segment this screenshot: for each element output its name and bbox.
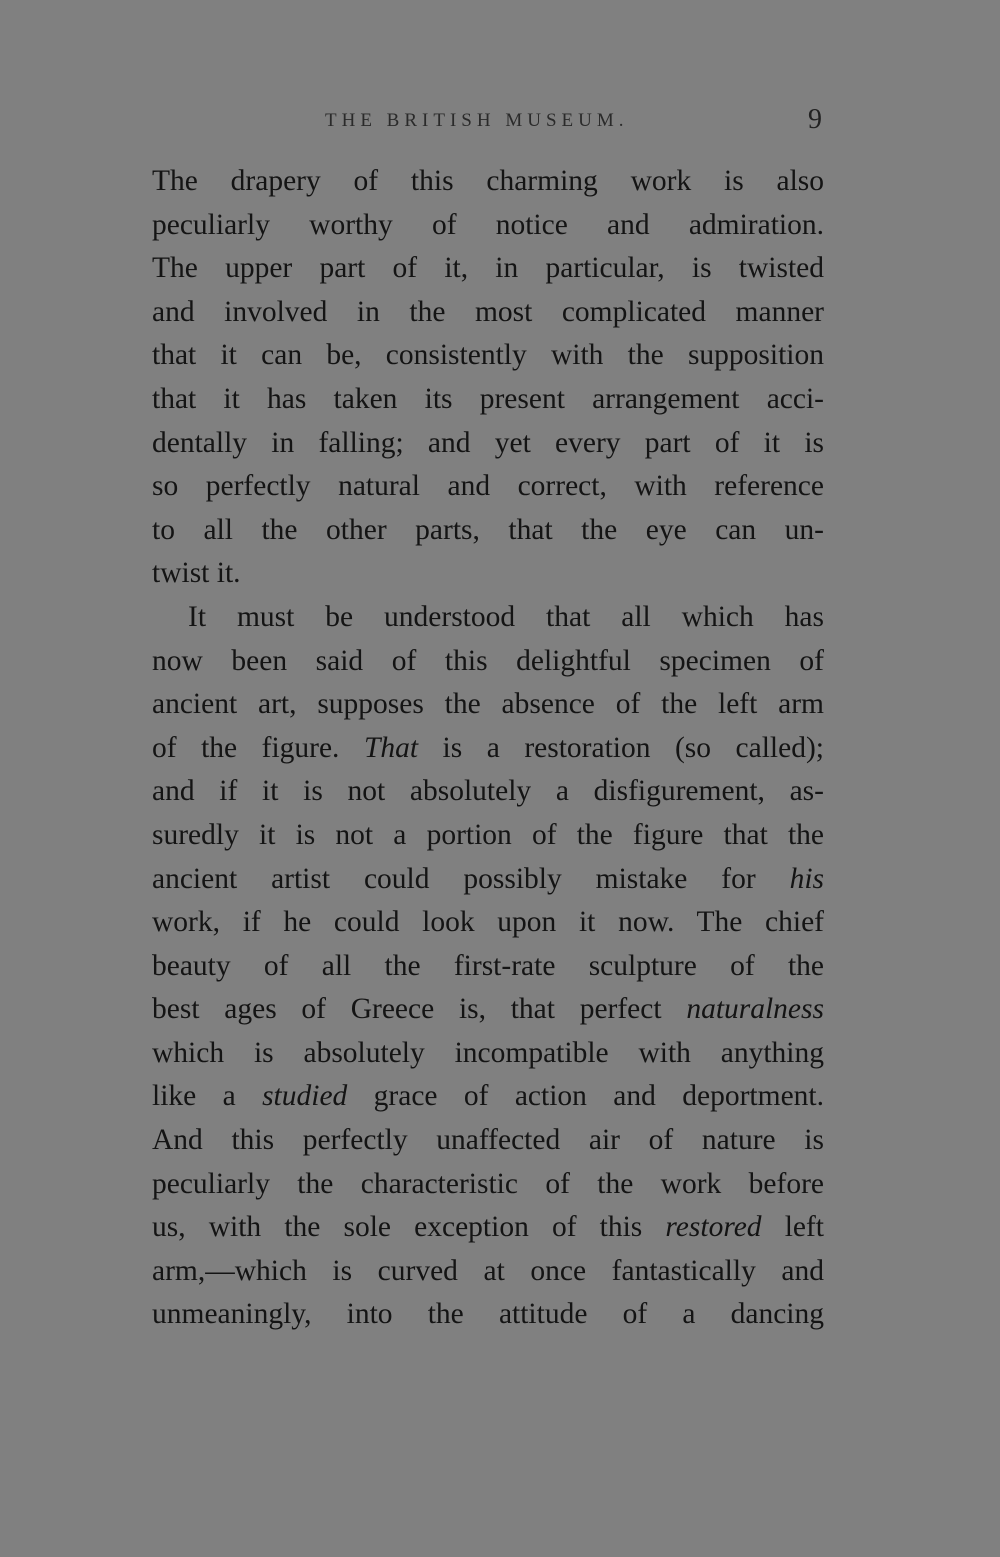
text-line: The drapery of this charming work is also (152, 165, 824, 197)
text-line: And this perfectly unaffected air of nature is (152, 1124, 824, 1157)
paragraph (152, 596, 824, 1337)
text-line: arm,—which is curved at once fantastically and (152, 1254, 824, 1287)
body-text (152, 160, 824, 1337)
text-line: us, with the sole exception of this restored left (152, 1211, 824, 1244)
text-line: The upper part of it, in particular, is twisted (152, 252, 824, 285)
text-line: so perfectly natural and correct, with reference (152, 470, 824, 503)
running-head (150, 104, 825, 144)
text-line: unmeaningly, into the attitude of a dancing (152, 1298, 824, 1331)
page-number: 9 (808, 104, 822, 135)
text-line: which is absolutely incompatible with anything (152, 1036, 824, 1069)
text-line: best ages of Greece is, that perfect naturalness (152, 993, 824, 1026)
text-line: twist it. (152, 557, 241, 590)
text-line: peculiarly the characteristic of the work before (152, 1167, 824, 1200)
text-line: It must be understood that all which has (188, 600, 824, 633)
paragraph (152, 160, 824, 596)
text-line: ancient artist could possibly mistake for his (152, 862, 824, 895)
text-line: and involved in the most complicated manner (152, 295, 824, 328)
text-line: that it has taken its present arrangement acci- (152, 382, 824, 415)
text-line: of the figure. That is a restoration (so called); (152, 731, 824, 764)
text-line: suredly it is not a portion of the figure that the (152, 818, 824, 851)
text-line: now been said of this delightful specimen of (152, 644, 824, 677)
text-line: like a studied grace of action and deportment. (152, 1080, 824, 1113)
text-line: ancient art, supposes the absence of the left arm (152, 688, 824, 721)
text-line: work, if he could look upon it now. The chief (152, 906, 824, 939)
text-line: to all the other parts, that the eye can un- (152, 513, 824, 546)
text-line: and if it is not absolutely a disfigurement, as- (152, 775, 824, 808)
text-line: peculiarly worthy of notice and admiration. (152, 208, 824, 241)
text-line: that it can be, consistently with the supposition (152, 339, 824, 372)
running-title: THE BRITISH MUSEUM. (325, 110, 629, 131)
text-line: dentally in falling; and yet every part of it is (152, 426, 824, 459)
text-line: beauty of all the first-rate sculpture of the (152, 949, 824, 982)
